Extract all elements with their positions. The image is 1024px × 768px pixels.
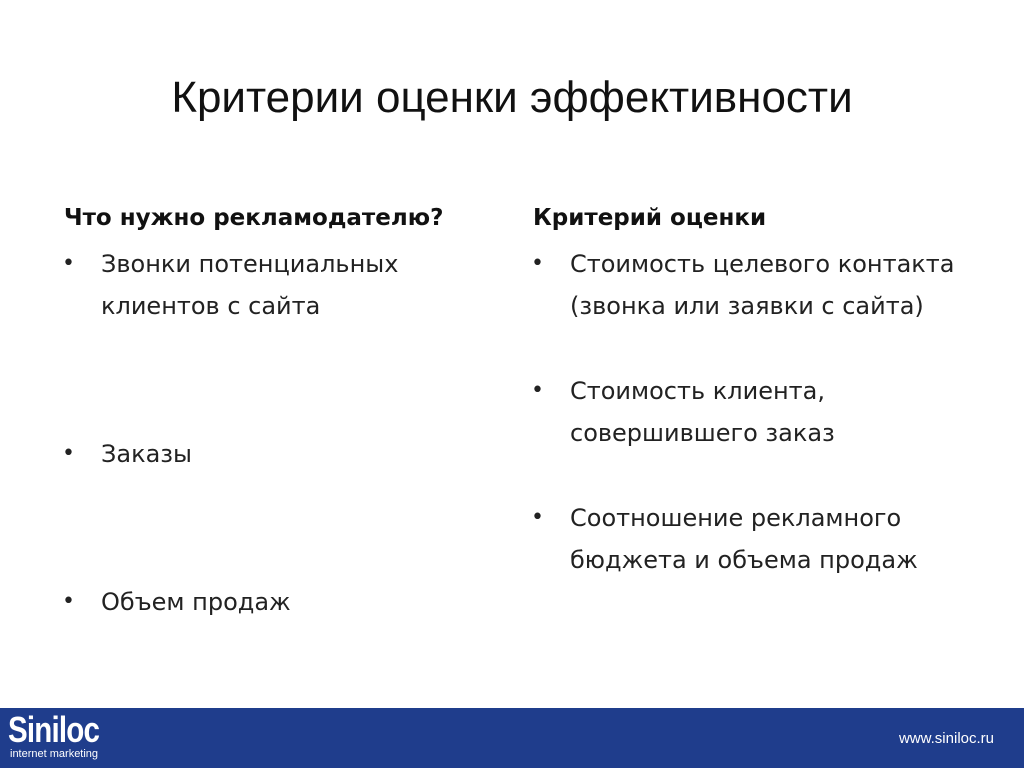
bullet-icon: • (62, 251, 75, 276)
list-item-text: Стоимость клиента, совершившего заказ (570, 377, 835, 447)
footer-bar (0, 708, 1024, 768)
right-column (533, 196, 993, 624)
slide-title: Критерии оценки эффективности (171, 73, 853, 122)
list-item (64, 243, 504, 327)
list-item-text: Звонки потенциальных клиентов с сайта (101, 250, 399, 320)
list-item (64, 433, 504, 475)
list-item (533, 370, 993, 454)
list-item (64, 581, 504, 623)
right-bullet-list (533, 243, 993, 581)
list-item-text: Стоимость целевого контакта (звонка или заявки с сайта) (570, 250, 955, 320)
logo-tagline: internet marketing (10, 748, 99, 760)
bullet-icon: • (531, 505, 544, 530)
left-column-heading: Что нужно рекламодателю? (64, 205, 444, 231)
list-item (533, 497, 993, 581)
bullet-icon: • (531, 378, 544, 403)
list-item (533, 243, 993, 327)
logo-name: Siniloc (8, 709, 100, 750)
siniloc-logo (8, 709, 119, 760)
list-item-text: Соотношение рекламного бюджета и объема продаж (570, 504, 918, 574)
bullet-icon: • (531, 251, 544, 276)
list-item-text: Заказы (101, 440, 193, 468)
left-column (64, 196, 504, 729)
list-item-text: Объем продаж (101, 588, 291, 616)
footer-url: www.siniloc.ru (898, 730, 994, 747)
bullet-icon: • (62, 441, 75, 466)
left-bullet-list (64, 243, 504, 623)
bullet-icon: • (62, 589, 75, 614)
right-column-heading: Критерий оценки (533, 205, 767, 231)
